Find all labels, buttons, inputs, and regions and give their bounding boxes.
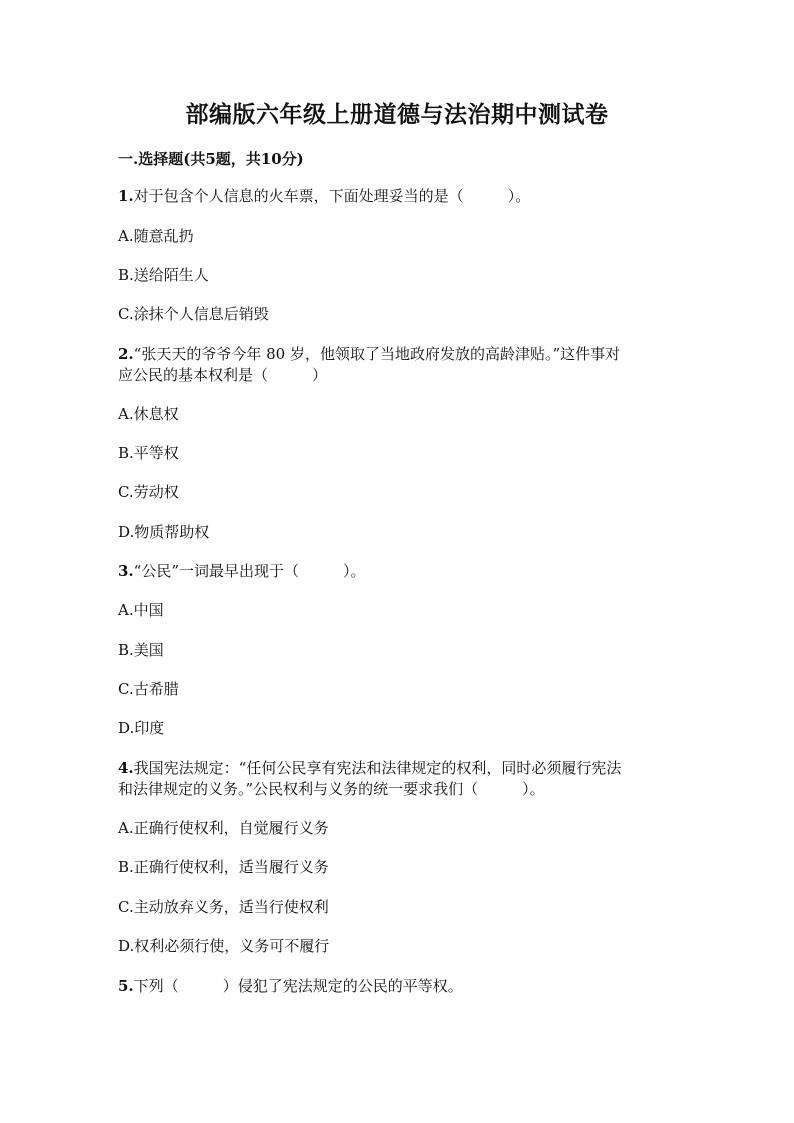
option: C.劳动权 <box>118 483 179 501</box>
option: D.印度 <box>118 719 165 737</box>
option: D.物质帮助权 <box>118 523 210 541</box>
option: C.涂抹个人信息后销毁 <box>118 305 269 323</box>
question-text-end: ） <box>312 366 328 384</box>
option: C.主动放弃义务，适当行使权利 <box>118 898 329 916</box>
question-2-line-1 <box>118 344 620 364</box>
option: A.正确行使权利，自觉履行义务 <box>118 819 329 837</box>
question-text-end: ）侵犯了宪法规定的公民的平等权。 <box>222 977 463 995</box>
question-number: 5. <box>118 977 134 995</box>
question-5 <box>118 976 463 996</box>
question-text: 应公民的基本权利是（ <box>118 366 269 384</box>
question-text: 对于包含个人信息的火车票，下面处理妥当的是（ <box>133 187 464 205</box>
question-4-line-1 <box>118 758 621 778</box>
question-2-line-2 <box>118 365 327 385</box>
option: A.中国 <box>118 601 164 619</box>
question-text: “公民”一词最早出现于（ <box>133 562 300 580</box>
question-3 <box>118 561 366 581</box>
question-text-end: ）。 <box>507 187 531 205</box>
option: A.随意乱扔 <box>118 227 194 245</box>
option: B.正确行使权利，适当履行义务 <box>118 858 329 876</box>
question-text: 我国宪法规定：“任何公民享有宪法和法律规定的权利，同时必须履行宪法 <box>133 759 622 777</box>
option: B.美国 <box>118 641 164 659</box>
question-text: 和法律规定的义务。”公民权利与义务的统一要求我们（ <box>118 780 479 798</box>
question-text-end: ）。 <box>343 562 366 580</box>
question-text: “张天天的爷爷今年 80 岁，他领取了当地政府发放的高龄津贴。”这件事对 <box>133 345 621 363</box>
option: D.权利必须行使，义务可不履行 <box>118 937 330 955</box>
option: B.平等权 <box>118 444 179 462</box>
question-number: 1. <box>118 187 134 205</box>
question-4-line-2 <box>118 779 545 799</box>
exam-title: 部编版六年级上册道德与法治期中测试卷 <box>185 101 609 128</box>
question-number: 3. <box>118 562 134 580</box>
option: A.休息权 <box>118 405 179 423</box>
question-number: 4. <box>118 759 134 777</box>
question-1 <box>118 186 530 206</box>
question-text-end: ）。 <box>522 780 545 798</box>
option: B.送给陌生人 <box>118 266 209 284</box>
question-number: 2. <box>118 345 134 363</box>
option: C.古希腊 <box>118 680 179 698</box>
section-heading: 一.选择题(共5题，共10分) <box>118 150 304 168</box>
question-text: 下列（ <box>133 977 179 995</box>
